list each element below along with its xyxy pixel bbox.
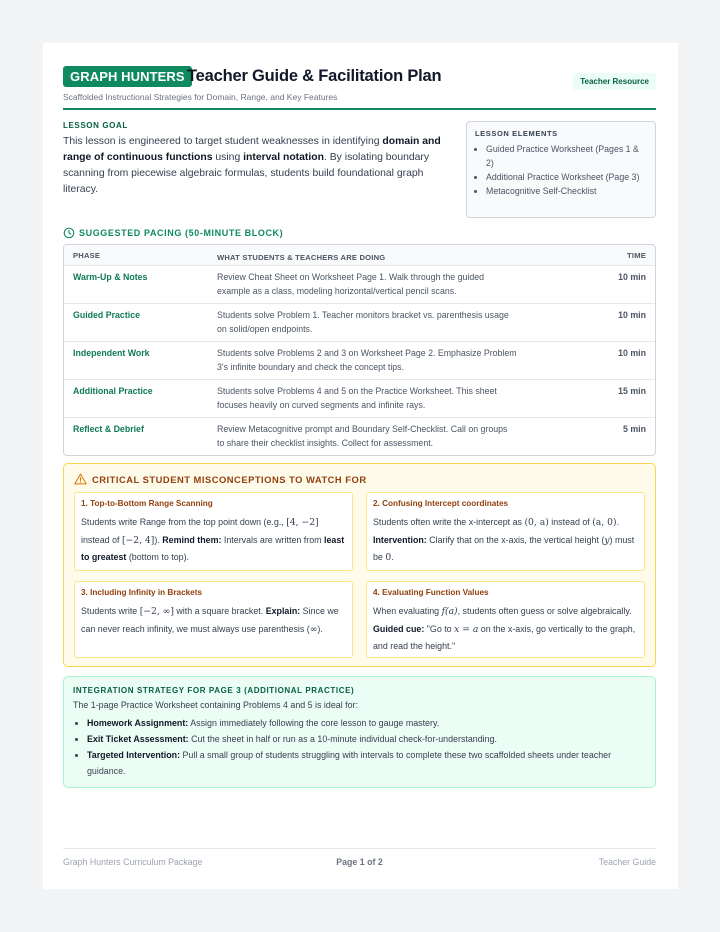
table-row — [64, 417, 655, 455]
math-expression: f(a) — [441, 606, 458, 617]
pacing-heading — [63, 227, 283, 239]
activity-cell: Students solve Problems 4 and 5 on the Practice Worksheet. This sheet focuses heavily on curved segments and infinite rays. — [217, 386, 497, 410]
page-subtitle: Scaffolded Instructional Strategies for Domain, Range, and Key Features — [63, 92, 338, 102]
time-cell: 10 min — [618, 348, 646, 358]
goal-text-1: This lesson is engineered to target student weaknesses in identifying — [63, 136, 383, 147]
text-span: ). — [317, 623, 323, 634]
text-span: . — [616, 517, 620, 527]
time-cell: 10 min — [618, 310, 646, 320]
text-span: Cut the sheet in half or run as a 10-minute individual check-for-understanding. — [188, 734, 497, 744]
math-expression: y — [604, 534, 610, 546]
card-text — [373, 514, 638, 567]
bold-span: Exit Ticket Assessment: — [87, 734, 189, 744]
text-span: When evaluating — [373, 606, 442, 616]
page-number: Page 1 of 2 — [336, 857, 383, 867]
text-span: ) must be — [373, 534, 635, 562]
text-span: Students write Range from the top point down (e.g., — [81, 517, 287, 527]
text-span: Students write — [81, 606, 140, 616]
misconception-card-intercept — [366, 492, 645, 571]
document-page — [43, 43, 678, 889]
list-item — [87, 731, 646, 747]
table-row — [64, 379, 655, 417]
text-span: instead of — [548, 517, 593, 527]
card-title: 4. Evaluating Function Values — [373, 588, 489, 597]
goal-text-3: . By isolating boundary scanning from piecewise algebraic formulas, students build foundational graph literacy. — [63, 152, 430, 195]
card-text — [81, 514, 346, 566]
bold-span: Guided cue: — [373, 623, 425, 634]
math-expression: [4, −2] — [286, 517, 319, 528]
page-footer — [63, 848, 656, 870]
text-span: "Go to — [424, 623, 455, 634]
lesson-elements-list — [475, 142, 647, 198]
lesson-goal-section — [63, 121, 448, 198]
list-item — [87, 747, 646, 779]
goal-bold-2: interval notation — [243, 152, 324, 163]
table-row — [64, 341, 655, 379]
table-row — [64, 265, 655, 303]
table-header-row — [64, 245, 655, 265]
activity-cell: Review Cheat Sheet on Worksheet Page 1. Walk through the guided example as a class, modeling horizontal/vertical pencil scans. — [217, 272, 484, 296]
brand-badge: GRAPH HUNTERS — [63, 66, 192, 87]
text-span: on the x-axis, go vertically to the graph, and read the height." — [373, 623, 636, 651]
text-span: , students often guess or solve algebraically. — [457, 606, 632, 616]
resource-badge: Teacher Resource — [573, 73, 656, 90]
text-span: Pull a small group of students struggling with intervals to complete these two scaffolded sheets under teacher guidance. — [87, 750, 612, 776]
text-span: Intervals are written from — [221, 534, 325, 545]
phase-cell: Guided Practice — [73, 310, 140, 320]
bold-span: Intervention: — [373, 534, 427, 545]
page-title: Teacher Guide & Facilitation Plan — [187, 67, 442, 85]
list-item: • Metacognitive Self-Checklist — [486, 184, 647, 198]
lesson-goal-text — [63, 134, 448, 198]
text-span: instead of — [81, 534, 122, 545]
card-title: 3. Including Infinity in Brackets — [81, 588, 203, 597]
activity-cell: Students solve Problems 2 and 3 on Worksheet Page 2. Emphasize Problem 3's infinite boundary and check the concept tips. — [217, 348, 517, 372]
math-expression: (a, 0) — [592, 517, 617, 528]
math-expression: ∞ — [309, 623, 318, 635]
bold-span: least to greatest — [81, 534, 345, 562]
pacing-table — [63, 244, 656, 456]
phase-cell: Additional Practice — [73, 386, 153, 396]
integration-intro: The 1-page Practice Worksheet containing Problems 4 and 5 is ideal for: — [73, 700, 358, 710]
lesson-elements-label: LESSON ELEMENTS — [475, 129, 558, 138]
math-expression: (0, a) — [524, 517, 549, 528]
footer-left: Graph Hunters Curriculum Package — [63, 857, 203, 867]
phase-cell: Warm-Up & Notes — [73, 272, 148, 282]
bold-span: Remind them: — [162, 534, 222, 545]
lesson-elements-box — [466, 121, 656, 218]
page-header — [63, 65, 656, 110]
card-text — [81, 603, 346, 638]
integration-strategy-panel — [63, 676, 656, 788]
bold-span: Explain: — [265, 606, 301, 616]
goal-text-2: using — [212, 152, 244, 163]
card-title: 2. Confusing Intercept coordinates — [373, 499, 509, 508]
card-text — [373, 603, 638, 655]
misconceptions-title: CRITICAL STUDENT MISCONCEPTIONS TO WATCH FOR — [92, 473, 367, 485]
math-expression: 0 — [385, 552, 392, 563]
misconceptions-heading — [74, 473, 367, 485]
text-span: Clarify that on the x-axis, the vertical height ( — [426, 534, 605, 545]
text-span: Assign immediately following the core lesson to gauge mastery. — [188, 718, 440, 728]
text-span: Students often write the x-intercept as — [373, 517, 525, 527]
goal-bold-1: domain and range of continuous functions — [63, 136, 441, 163]
list-item: • Additional Practice Worksheet (Page 3) — [486, 170, 647, 184]
integration-heading: INTEGRATION STRATEGY FOR PAGE 3 (ADDITIONAL PRACTICE) — [73, 686, 355, 695]
text-span: Since we can never reach infinity, we must always use parenthesis ( — [81, 606, 339, 634]
text-span: with a square bracket. — [173, 606, 266, 616]
misconception-card-infinity — [74, 581, 353, 658]
warning-icon — [74, 473, 87, 485]
column-header-time: TIME — [627, 251, 646, 260]
time-cell: 15 min — [618, 386, 646, 396]
list-item — [87, 715, 646, 731]
bold-span: Homework Assignment: — [87, 718, 189, 728]
column-header-activity: WHAT STUDENTS & TEACHERS ARE DOING — [217, 253, 386, 262]
lesson-goal-label: LESSON GOAL — [63, 121, 128, 130]
misconception-card-range — [74, 492, 353, 571]
math-expression: [−2, ∞] — [139, 606, 174, 617]
misconceptions-panel — [63, 463, 656, 667]
integration-list — [73, 715, 646, 779]
footer-right: Teacher Guide — [598, 857, 656, 867]
table-row — [64, 303, 655, 341]
bold-span: Targeted Intervention: — [87, 750, 181, 760]
activity-cell: Students solve Problem 1. Teacher monitors bracket vs. parenthesis usage on solid/open endpoints. — [217, 310, 509, 334]
activity-cell: Review Metacognitive prompt and Boundary Self-Checklist. Call on groups to share their checklist insights. Collect for assessment. — [217, 424, 508, 448]
text-span: . — [391, 552, 394, 562]
phase-cell: Independent Work — [73, 348, 150, 358]
text-span: ). — [154, 534, 163, 545]
phase-cell: Reflect & Debrief — [73, 424, 144, 434]
time-cell: 10 min — [618, 272, 646, 282]
time-cell: 5 min — [623, 424, 646, 434]
card-title: 1. Top-to-Bottom Range Scanning — [81, 499, 213, 508]
math-expression: [−2, 4] — [121, 534, 155, 546]
text-span: (bottom to top). — [126, 552, 190, 562]
clock-icon — [63, 227, 75, 239]
column-header-phase: PHASE — [73, 251, 101, 260]
list-item: • Guided Practice Worksheet (Pages 1 & 2) — [486, 142, 647, 170]
misconception-card-evaluating — [366, 581, 645, 658]
pacing-title: SUGGESTED PACING (50-MINUTE BLOCK) — [79, 228, 284, 238]
math-expression: x = a — [454, 623, 479, 635]
